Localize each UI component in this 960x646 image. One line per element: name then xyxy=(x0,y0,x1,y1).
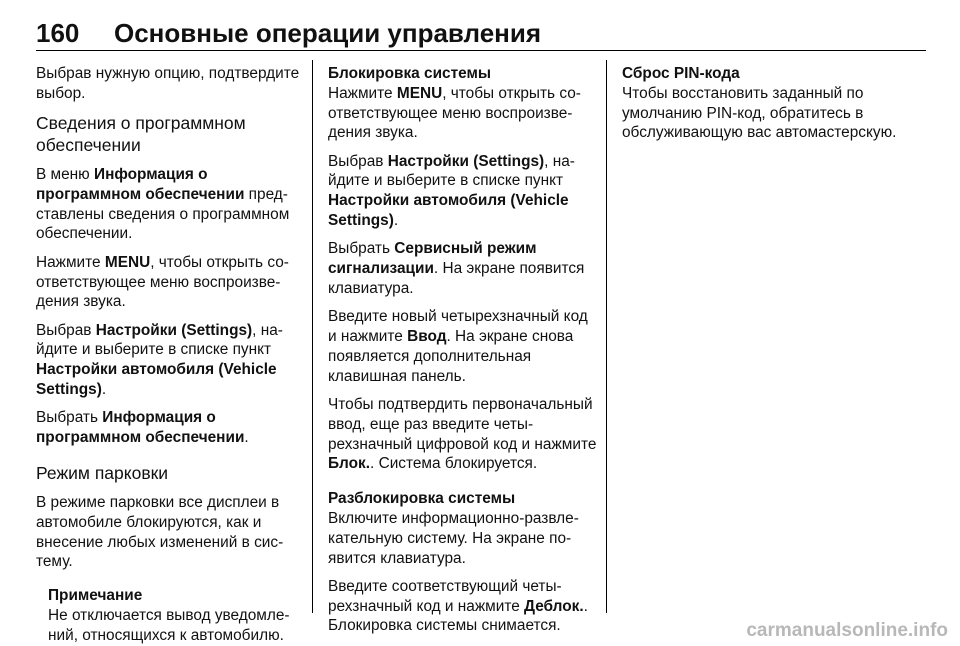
subheading-pin-reset: Сброс PIN-кода xyxy=(622,65,740,82)
column-1 xyxy=(36,64,304,646)
menu-key-ref: MENU xyxy=(104,253,151,271)
menu-item-ref: Настройки автомобиля (Vehicle Settings) xyxy=(328,192,569,230)
section-heading-software: Сведения о программном обеспечении xyxy=(36,113,246,156)
paragraph: Чтобы подтвердить первоначальный ввод, еще раз введите четырехзначный цифровой код и нажмите Блок.. Система блокируется. xyxy=(328,395,597,473)
column-separator xyxy=(312,60,313,613)
button-ref: Деблок. xyxy=(524,597,584,615)
watermark: carmanualsonline.info xyxy=(746,620,948,641)
paragraph: Выбрав Настройки (Settings), найдите и выберите в списке пункт Настройки автомобиля (Vehicle Settings). xyxy=(36,321,283,399)
column-3 xyxy=(622,64,904,152)
paragraph: Введите новый четырехзначный код и нажмите Ввод. На экране снова появляется дополнительная клавишная панель. xyxy=(328,308,588,385)
paragraph: Выбрать Сервисный режим сигнализации. На экране появится клавиатура. xyxy=(328,240,585,297)
paragraph: В меню Информация о программном обеспечении представлены сведения о программном обеспечении. xyxy=(36,166,290,243)
intro-text: Выбрав нужную опцию, подтвердите выбор. xyxy=(36,65,300,102)
paragraph: Введите соответствующий четырехзначный код и нажмите Деблок.. Блокировка системы снимается. xyxy=(328,577,588,635)
note-text: Не отключается вывод уведомлений, относящихся к автомобилю. xyxy=(48,606,290,644)
paragraph: Выбрать Информация о программном обеспечении. xyxy=(36,409,249,447)
column-2 xyxy=(328,64,600,645)
paragraph: Включите информационно-развлекательную систему. На экране появится клавиатура. xyxy=(328,509,579,567)
button-ref: Блок. xyxy=(328,455,371,473)
subheading-system-lock: Блокировка системы xyxy=(328,65,492,82)
paragraph: Нажмите MENU, чтобы открыть соответствующее меню воспроизведения звука. xyxy=(36,253,289,311)
page-header xyxy=(36,18,926,52)
menu-item-ref: Информация о программном обеспечении xyxy=(36,166,245,203)
paragraph: Чтобы восстановить заданный по умолчанию PIN-код, обратитесь в обслуживающую вас автомастерскую. xyxy=(622,84,897,142)
menu-item-ref: Настройки (Settings) xyxy=(95,321,253,339)
note-box xyxy=(48,586,304,645)
page-number: 160 xyxy=(36,18,80,48)
paragraph: Нажмите MENU, чтобы открыть соответствующее меню воспроизведения звука. xyxy=(328,84,581,142)
page-title: Основные операции управления xyxy=(114,18,542,48)
paragraph: В режиме парковки все дисплеи в автомобиле блокируются, как и внесение любых изменений в систему. xyxy=(36,493,284,571)
note-title: Примечание xyxy=(48,587,143,605)
menu-item-ref: Настройки (Settings) xyxy=(387,152,545,170)
section-heading-parking: Режим парковки xyxy=(36,462,169,483)
column-separator xyxy=(606,60,607,613)
menu-item-ref: Сервисный режим сигнализации xyxy=(328,240,537,278)
header-rule xyxy=(36,50,926,51)
menu-item-ref: Настройки автомобиля (Vehicle Settings) xyxy=(36,361,277,399)
menu-item-ref: Информация о программном обеспечении xyxy=(36,409,245,447)
paragraph: Выбрав Настройки (Settings), найдите и выберите в списке пункт Настройки автомобиля (Vehicle Settings). xyxy=(328,152,575,230)
menu-key-ref: MENU xyxy=(396,84,443,102)
subheading-system-unlock: Разблокировка системы xyxy=(328,490,516,508)
button-ref: Ввод xyxy=(407,328,447,346)
